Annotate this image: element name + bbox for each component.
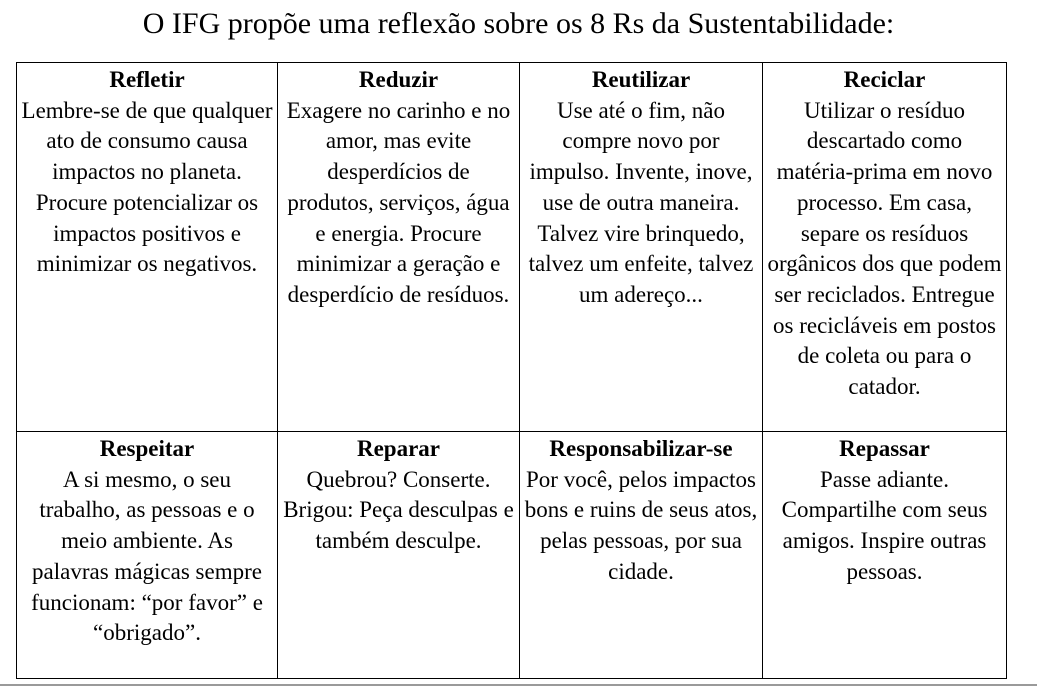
cell-responsabilizar-se: [520, 432, 763, 679]
table-row: [17, 432, 1007, 679]
cell-text: Quebrou? Conserte. Brigou: Peça desculpas e também desculpe.: [283, 466, 514, 554]
cell-text: Exagere no carinho e no amor, mas evite desperdícios de produtos, serviços, água e energia. Procure minimizar a geração e desperdício de resíduos.: [286, 97, 511, 307]
cell-reciclar: [763, 63, 1007, 432]
cell-text: A si mesmo, o seu trabalho, as pessoas e o meio ambiente. As palavras mágicas sempre funcionam: “por favor” e “obrigado”.: [31, 466, 263, 646]
cell-heading: Reciclar: [843, 67, 926, 92]
cell-text: Use até o fim, não compre novo por impulso. Invente, inove, use de outra maneira. Talvez vire brinquedo, talvez um enfeite, talvez um adereço...: [528, 97, 754, 307]
cell-heading: Refletir: [109, 67, 185, 92]
cell-refletir: [17, 63, 278, 432]
cell-heading: Repassar: [839, 436, 930, 461]
bottom-divider: [0, 684, 1037, 686]
page-title: O IFG propõe uma reflexão sobre os 8 Rs da Sustentabilidade:: [142, 7, 895, 40]
cell-text: Lembre-se de que qualquer ato de consumo causa impactos no planeta. Procure potencializar os impactos positivos e minimizar os negativos.: [21, 97, 273, 277]
cell-reparar: [278, 432, 520, 679]
table-row: [17, 63, 1007, 432]
cell-heading: Respeitar: [99, 436, 195, 461]
sustainability-rs-table: [16, 62, 1007, 679]
cell-reutilizar: [520, 63, 763, 432]
cell-repassar: [763, 432, 1007, 679]
cell-text: Utilizar o resíduo descartado como matéria-prima em novo processo. Em casa, separe os resíduos orgânicos dos que podem ser reciclados. Entregue os recicláveis em postos de coleta ou para o catador.: [767, 97, 1002, 400]
cell-text: Por você, pelos impactos bons e ruins de seus atos, pelas pessoas, por sua cidade.: [524, 466, 758, 584]
cell-heading: Reutilizar: [591, 67, 691, 92]
cell-heading: Reduzir: [358, 67, 439, 92]
cell-text: Passe adiante. Compartilhe com seus amigos. Inspire outras pessoas.: [781, 466, 988, 584]
cell-heading: Responsabilizar-se: [549, 436, 733, 461]
cell-respeitar: [17, 432, 278, 679]
cell-heading: Reparar: [356, 436, 441, 461]
cell-reduzir: [278, 63, 520, 432]
